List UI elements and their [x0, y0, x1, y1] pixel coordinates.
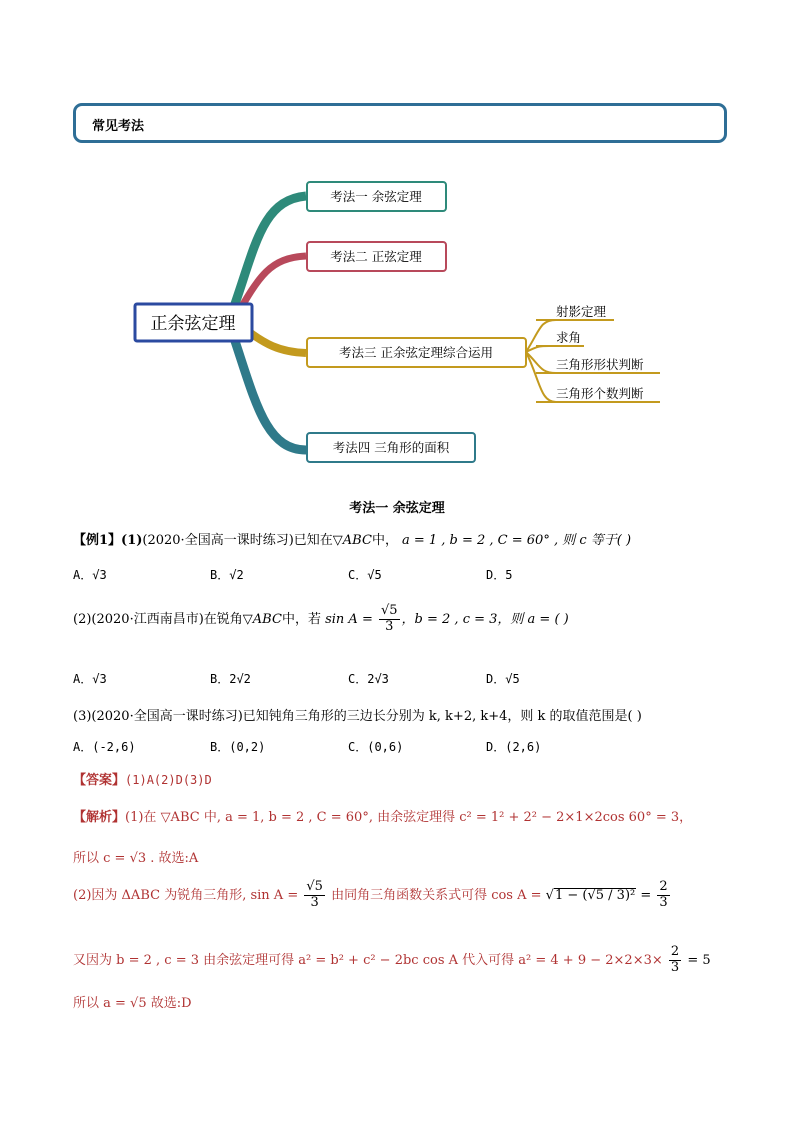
q2-option-d: D．√5: [486, 672, 520, 686]
branch-node-2-label: 考法二 正弦定理: [330, 249, 422, 264]
q1-option-a: A．√3: [73, 568, 107, 582]
q2-option-c: C．2√3: [348, 672, 389, 686]
analysis-line-4: [73, 945, 711, 976]
section-title: 考法一 余弦定理: [349, 501, 445, 516]
analysis-line-1-text: (1)在 ▽ABC 中, a = 1, b = 2 , C = 60°, 由余弦定理得 c² = 1² + 2² − 2×1×2cos 60° = 3，: [125, 810, 693, 825]
q2-text-b: 中，若: [281, 611, 321, 627]
sub-branch-1-label: 射影定理: [556, 304, 607, 319]
q1-triangle: ▽ABC: [332, 533, 372, 548]
analysis-line-3-b: 由同角三角函数关系式可得 cos A =: [331, 887, 542, 903]
analysis-line-4-num: 2: [670, 944, 680, 959]
branch-node-1-label: 考法一 余弦定理: [330, 189, 422, 204]
analysis-line-1: [73, 806, 692, 825]
q1-option-c: C．√5: [348, 568, 382, 582]
analysis-line-3: (2)因为 ΔABC 为锐角三角形, sin A = $\frac{√5}{3}$ 由同角三角函数关系式可得 cos A = √1 − (√5 / 3)² = $\frac{2}{3}$: [73, 879, 668, 910]
analysis-line-3-eq: =: [640, 887, 652, 903]
q2-source: (2)(2020·江西南昌市): [73, 611, 204, 627]
answer-tag: 【答案】: [73, 773, 126, 788]
q2-text: 在锐角: [203, 611, 243, 627]
branch-node-4-label: 考法四 三角形的面积: [332, 440, 450, 455]
analysis-sin-fraction: [304, 880, 325, 911]
q1-option-d: D．5: [486, 568, 513, 582]
analysis-line-2: 所以 c = √3 . 故选:A: [73, 851, 199, 866]
q2-option-a: A．√3: [73, 672, 107, 686]
q2-fraction: [379, 604, 400, 635]
example-q3: (3)(2020·全国高一课时练习)已知钝角三角形的三边长分别为 k, k+2, k+4，则 k 的取值范围是( ): [73, 709, 642, 724]
sub-curve-4: [526, 352, 556, 402]
analysis-cos-fraction: [657, 880, 669, 911]
center-node-label: 正余弦定理: [150, 314, 236, 334]
q3-option-c: C．(0,6): [348, 740, 404, 754]
analysis-line-5: 所以 a = √5 故选:D: [73, 996, 192, 1011]
analysis-line-4-a: 又因为 b = 2 , c = 3 由余弦定理可得 a² = b² + c² − 2bc cos A 代入可得 a² = 4 + 9 − 2×2×3×: [73, 952, 663, 968]
example-q1: [73, 529, 631, 548]
branch-node-3-label: 考法三 正余弦定理综合运用: [339, 345, 493, 360]
q2-option-b: B．2√2: [210, 672, 251, 686]
q3-option-d: D．(2,6): [486, 740, 542, 754]
q1-option-b: B．√2: [210, 568, 244, 582]
analysis-sin-num: √5: [306, 879, 323, 894]
q2-sin-a: sin A =: [325, 611, 373, 627]
q1-text: 已知在: [293, 533, 333, 548]
q1-source: (2020·全国高一课时练习): [142, 533, 294, 548]
q2-frac-den: 3: [385, 618, 394, 634]
q2-frac-num: √5: [380, 603, 398, 618]
example-q2: [73, 604, 569, 635]
q3-option-a: A．(-2,6): [73, 740, 136, 754]
q1-number: (1): [121, 533, 143, 548]
q2-rest: ，b = 2 , c = 3，则 a = ( ): [401, 611, 569, 627]
example-tag: 【例1】: [73, 533, 122, 548]
sub-branch-4-label: 三角形个数判断: [556, 386, 644, 401]
analysis-sin-den: 3: [310, 894, 319, 910]
analysis-cos-radicand: 1 − (√5 / 3)²: [554, 887, 636, 903]
analysis-cos-den: 3: [659, 894, 668, 910]
analysis-line-4-den: 3: [670, 959, 680, 975]
q1-text-b: 中，: [371, 533, 398, 548]
analysis-cos-num: 2: [659, 879, 668, 894]
analysis-line-3-a: (2)因为 ΔABC 为锐角三角形, sin A =: [73, 887, 299, 903]
section-header-title: 常见考法: [92, 119, 145, 134]
q1-conditions: a = 1 , b = 2 , C = 60° , 则 c 等于( ): [401, 533, 632, 548]
q3-option-b: B．(0,2): [210, 740, 266, 754]
answer: [73, 769, 212, 788]
answer-text: (1)A(2)D(3)D: [125, 773, 212, 787]
mind-map: [0, 0, 794, 480]
sub-branch-3-label: 三角形形状判断: [556, 357, 644, 372]
analysis-line-4-fraction: [669, 945, 681, 976]
sub-branch-2-label: 求角: [556, 330, 582, 345]
analysis-tag: 【解析】: [73, 810, 126, 825]
q2-triangle: ▽ABC: [242, 611, 282, 627]
analysis-line-4-b: = 5: [687, 952, 711, 968]
